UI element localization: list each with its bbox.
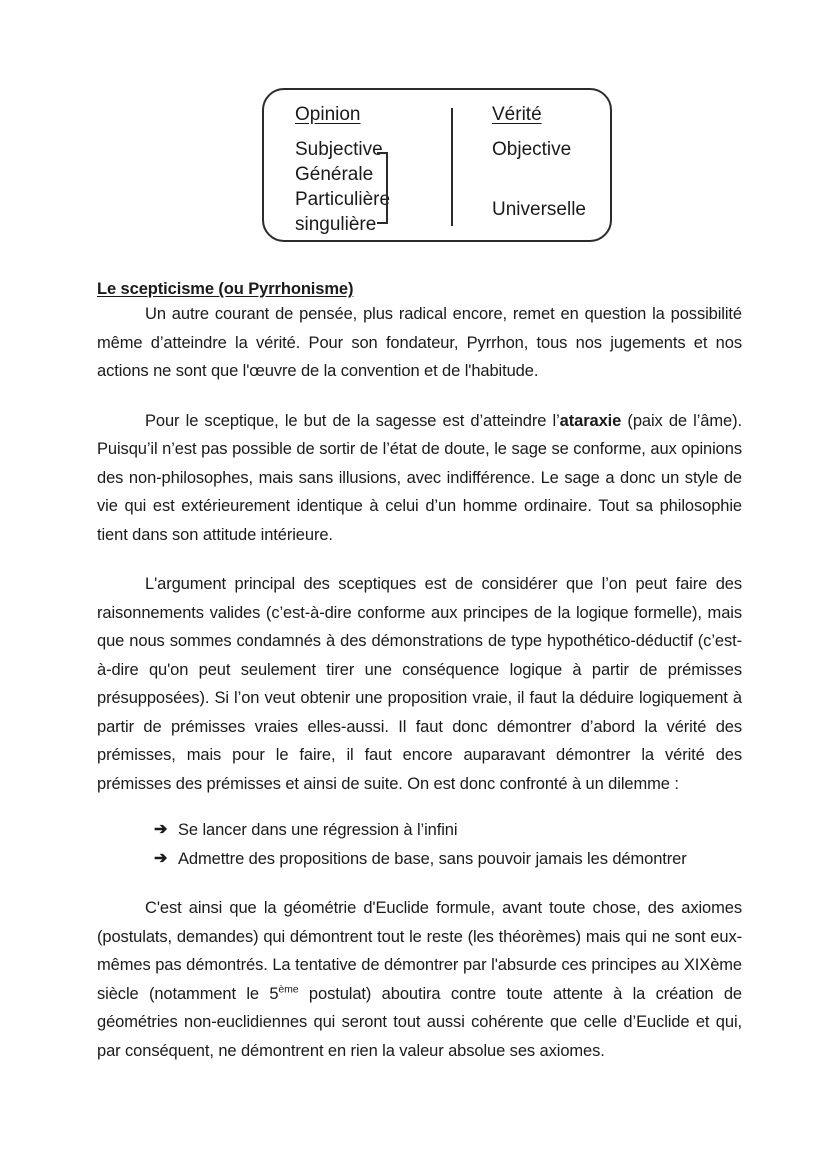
diagram-heading-verite: Vérité (492, 104, 542, 125)
opinion-verite-diagram (262, 88, 612, 242)
document-body (97, 278, 742, 1065)
section-heading: Le scepticisme (ou Pyrrhonisme) (97, 280, 354, 298)
list-item (154, 816, 742, 845)
paragraph-2 (97, 407, 742, 550)
diagram-vertical-divider (451, 108, 453, 226)
diagram-item-particuliere: Particulière (295, 189, 391, 210)
paragraph-4-text-after-superscript: postulat) aboutira contre toute attente à la création de géométries non-euclidiennes qui seront tout aussi cohérente que celle d’Euclide et qui, par conséquent, ne démontrent en rien la valeur absolue ses axiomes. (97, 984, 742, 1060)
diagram-column-verite (492, 102, 586, 222)
superscript-ordinal: ème (278, 983, 299, 995)
arrow-right-icon: ➔ (154, 821, 168, 838)
paragraph-4-text-before-superscript: C'est ainsi que la géométrie d'Euclide formule, avant toute chose, des axiomes (postulats, demandes) qui démontrent tout le reste (les théorèmes) mais qui ne sont eux-mêmes pas démontrés. La tentative de démontrer par l'absurde ces principes au XIXème siècle (notamment le 5 (97, 899, 742, 1003)
diagram-column-opinion (295, 102, 390, 237)
grouping-bracket-icon (377, 152, 388, 224)
diagram-item-singuliere: singulière (295, 214, 377, 235)
arrow-right-icon: ➔ (154, 849, 168, 867)
paragraph-3: L'argument principal des sceptiques est de considérer que l’on peut faire des raisonnements valides (c’est-à-dire conforme aux principes de la logique formelle), mais que nous sommes condamnés à des démonstrations de type hypothético-déductif (c’est-à-dire qu'on peut seulement tirer une conséquence logique à partir de prémisses présupposées). Si l’on veut obtenir une proposition vraie, il faut la déduire logiquement à partir de prémisses vraies elles-aussi. Il faut donc démontrer d’abord la vérité des prémisses, mais pour le faire, il faut encore auparavant démontrer la vérité des prémisses des prémisses et ainsi de suite. On est donc confronté à un dilemme : (97, 575, 742, 793)
diagram-item-generale: Générale (295, 164, 374, 185)
diagram-item-subjective: Subjective (295, 139, 383, 160)
paragraph-2-text-after-emphasis: (paix de l’âme). Puisqu’il n’est pas possible de sortir de l’état de doute, le sage se conforme, aux opinions des non-philosophes, mais sans illusions, avec indifférence. Le sage a donc un style de vie qui est extérieurement identique à celui d’un homme ordinaire. Tout sa philosophie tient dans son attitude intérieure. (97, 411, 742, 544)
diagram-item-universelle: Universelle (492, 199, 586, 220)
list-item-label: Se lancer dans une régression à l’infini (178, 821, 458, 839)
diagram-item-objective: Objective (492, 139, 572, 160)
paragraph-1: Un autre courant de pensée, plus radical encore, remet en question la possibilité même d’atteindre la vérité. Pour son fondateur, Pyrrhon, tous nos jugements et nos actions ne sont que l'œuvre de la convention et de l'habitude. (97, 305, 742, 380)
list-item (154, 845, 742, 874)
paragraph-4 (97, 894, 742, 1065)
emphasis-ataraxie: ataraxie (559, 411, 622, 430)
diagram-inner (264, 90, 610, 240)
paragraph-2-text-before-emphasis: Pour le sceptique, le but de la sagesse est d’atteindre l’ (145, 411, 560, 430)
diagram-heading-opinion: Opinion (295, 104, 361, 125)
dilemma-list (97, 816, 742, 873)
list-item-label: Admettre des propositions de base, sans pouvoir jamais les démontrer (178, 849, 687, 868)
